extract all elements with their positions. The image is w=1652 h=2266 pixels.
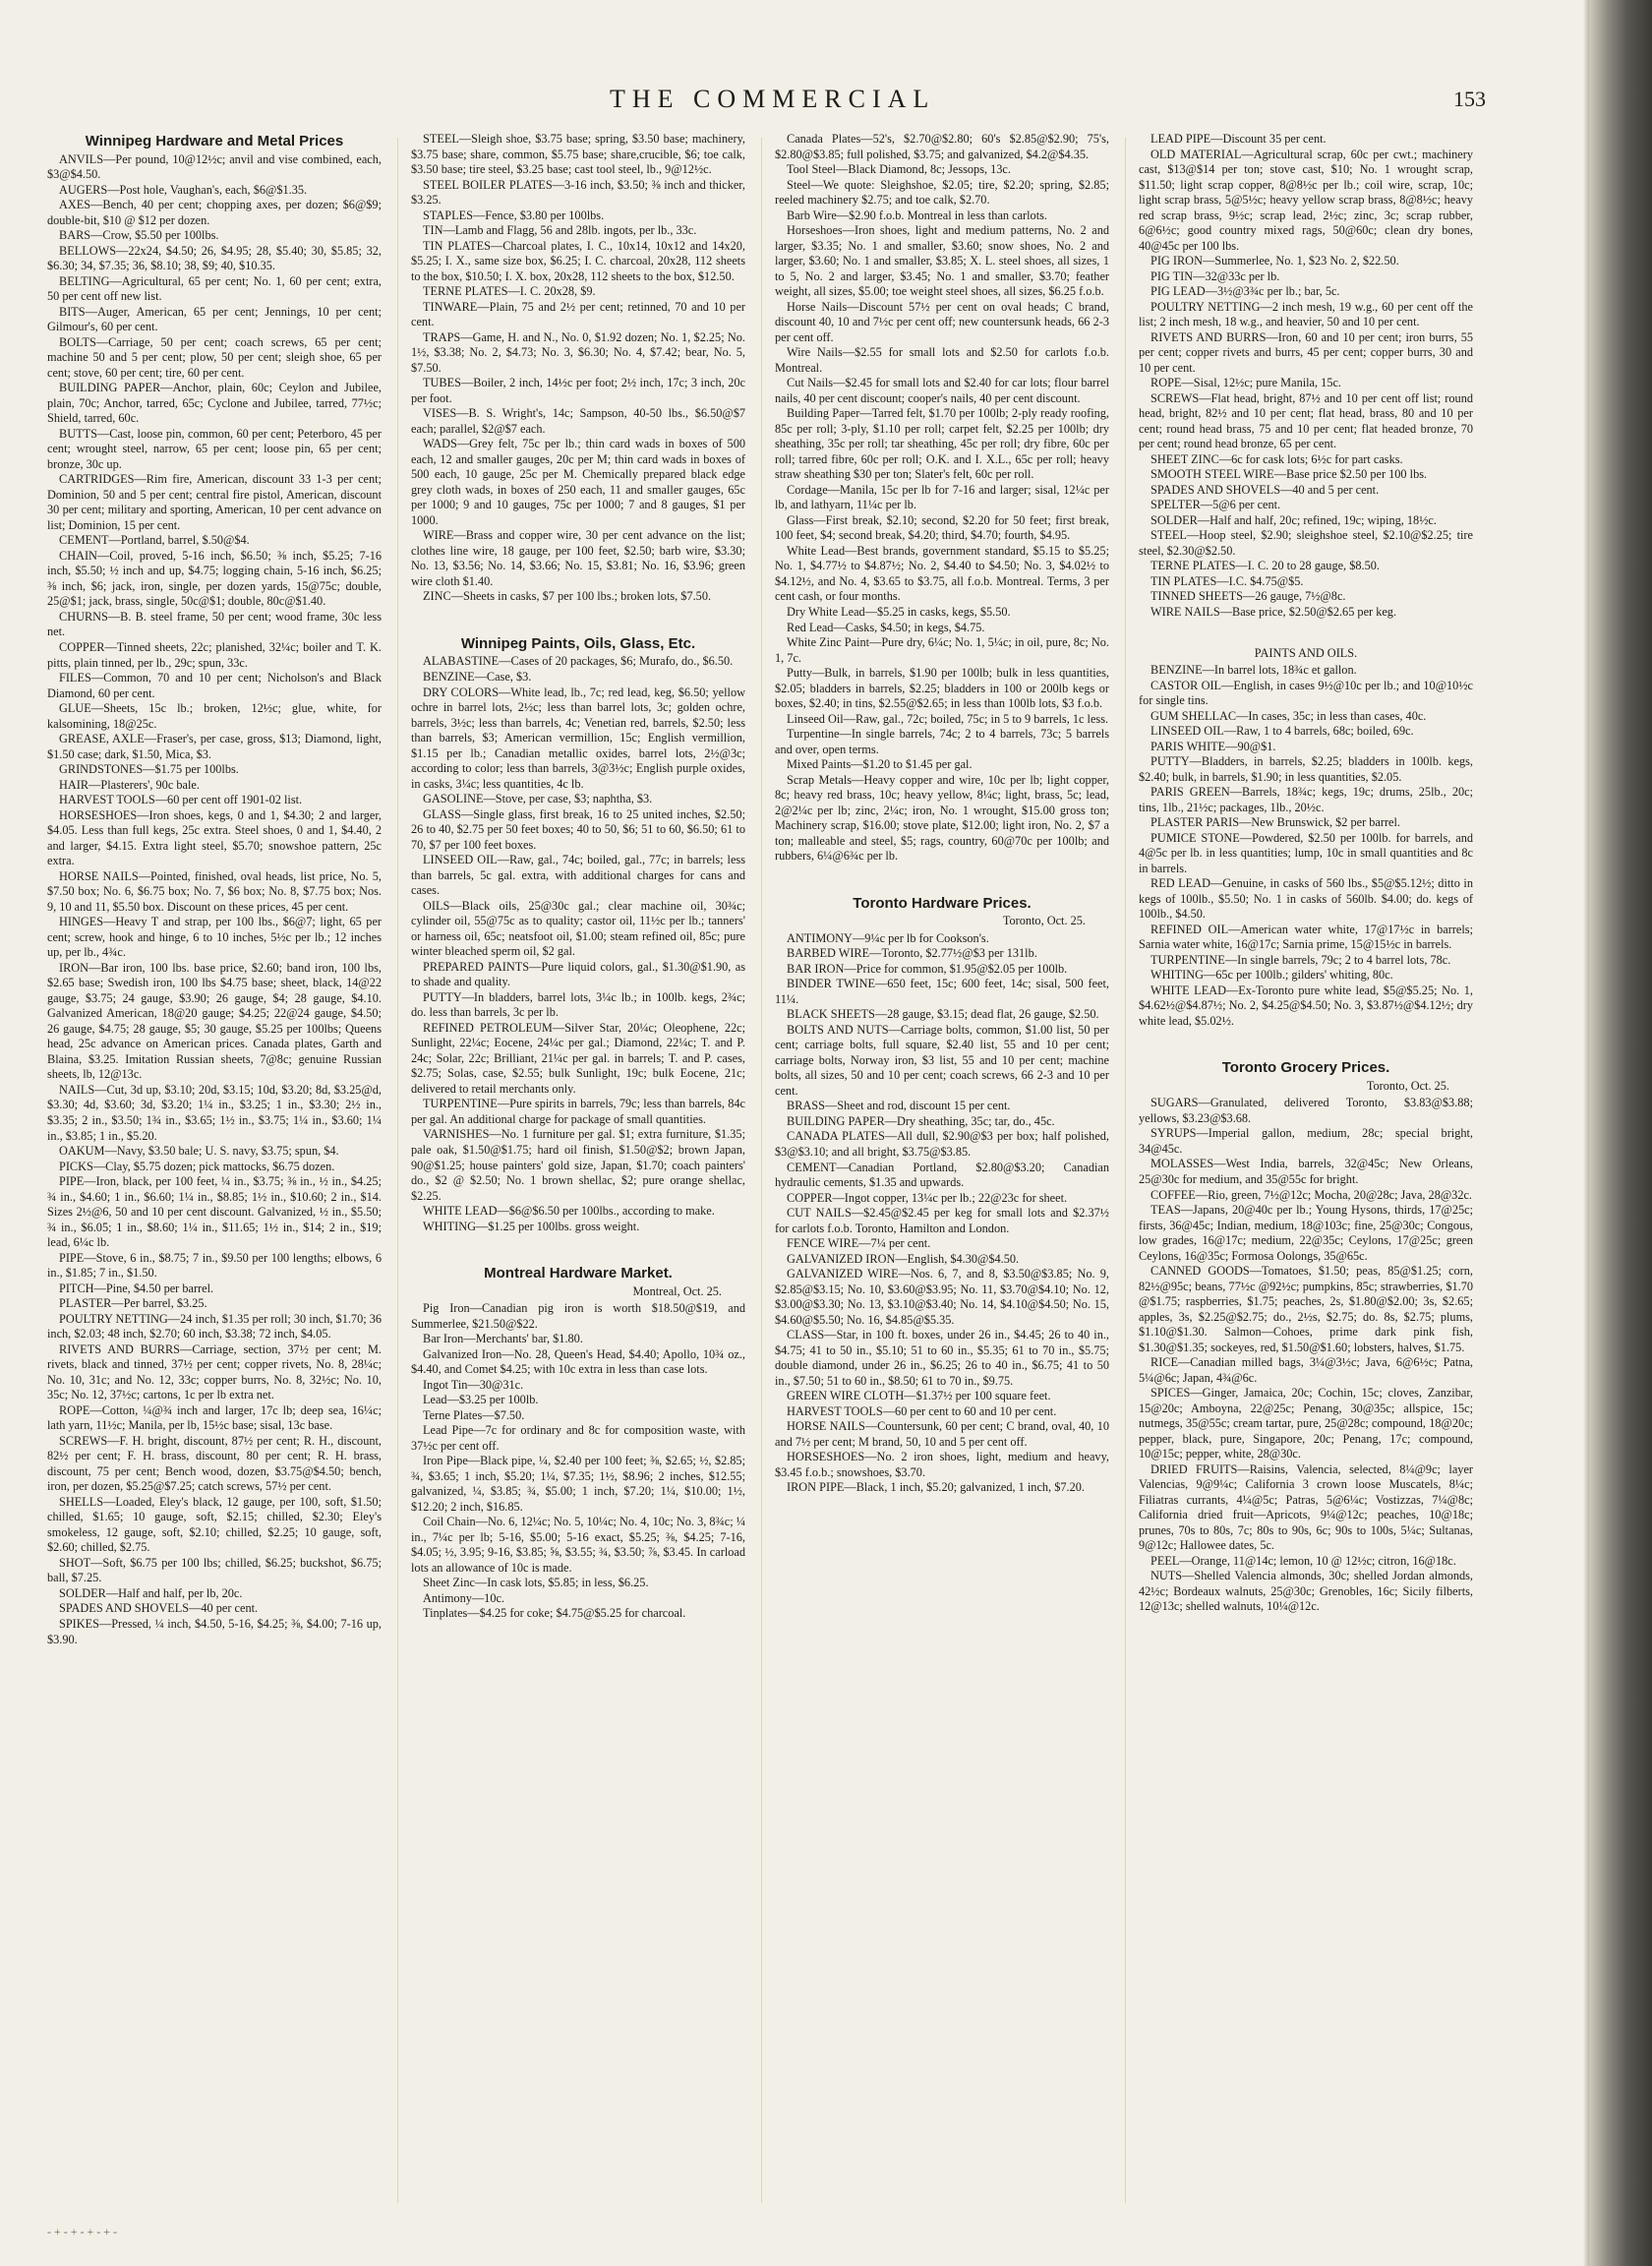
price-entry: WHITE LEAD—$6@$6.50 per 100lbs., according to make. — [423, 1204, 715, 1219]
price-entry: SPICES—Ginger, Jamaica, 20c; Cochin, 15c; cloves, Zanzibar, 15@20c; Amboyna, 22@25c; Penang, 30@35c; allspice, 15c; nutmegs, 35@55c; cream tartar, pure, 25@28c; compound, 18@20c; pepper, black, pure, Singapore, 20c; Penang, 17c; compound, 10@15c; pepper, white, 28@30c. — [1139, 1386, 1473, 1461]
price-entry: PUTTY—In bladders, barrel lots, 3¼c lb.; in 100lb. kegs, 2¾c; do. less than barrels, 3c per lb. — [411, 989, 745, 1020]
price-entry: CANADA PLATES—All dull, $2.90@$3 per box; half polished, $3@$3.10; and all bright, $3.75@$3.85. — [775, 1129, 1109, 1159]
price-entry: PREPARED PAINTS—Pure liquid colors, gal., $1.30@$1.90, as to shade and quality. — [411, 959, 745, 989]
price-entry: SHOT—Soft, $6.75 per 100 lbs; chilled, $6.25; buckshot, $6.75; ball, $7.25. — [47, 1555, 382, 1585]
price-entry: SHELLS—Loaded, Eley's black, 12 gauge, per 100, soft, $1.50; chilled, $1.65; 10 gauge, soft, $2.15; chilled, $2.30; Eley's smokeless, 12 gauge, soft, $2.10; chilled, $2.25; 10 gauge, soft, $2.60; chilled, $2.75. — [47, 1494, 382, 1555]
price-entry: Tool Steel—Black Diamond, 8c; Jessops, 13c. — [787, 162, 1011, 177]
price-entry: POULTRY NETTING—2 inch mesh, 19 w.g., 60 per cent off the list; 2 inch mesh, 18 w.g., and heavier, 50 and 10 per cent. — [1139, 299, 1473, 329]
price-entry: PARIS WHITE—90@$1. — [1150, 739, 1276, 753]
column-rule — [397, 138, 398, 2203]
price-entry: CANNED GOODS—Tomatoes, $1.50; peas, 85@$1.25; corn, 82½@95c; beans, 77½c @92½c; pumpkins, 85c; strawberries, $1.70 @$1.75; raspberries, $1.75; peaches, 2s, $1.80@$2.00; 3s, $2.65; apples, 3s, $2.25@$2.75; do., 2½s, $2.75; do. 8s, $2.75; plums, $1.10@$1.30. Salmon—Cohoes, prime dark pink fish, $1.30@$1.35; sockeyes, red, $1.50@$1.60; lobsters, halves, $1.75. — [1139, 1264, 1473, 1354]
price-entry: BOLTS AND NUTS—Carriage bolts, common, $1.00 list, 50 per cent; carriage bolts, full square, $2.40 list, 55 and 10 per cent; carriage bolts, Norway iron, $3 list, 55 and 10 per cent; machine bolts, all sizes, 50 and 10 per cent; coach screws, 66 2-3 and 10 per cent. — [775, 1022, 1109, 1098]
price-entry: PICKS—Clay, $5.75 dozen; pick mattocks, $6.75 dozen. — [59, 1159, 335, 1173]
price-entry: BENZINE—Case, $3. — [423, 670, 532, 684]
price-entry: TUBES—Boiler, 2 inch, 14½c per foot; 2½ inch, 17c; 3 inch, 20c per foot. — [411, 376, 745, 405]
price-entry: Canada Plates—52's, $2.70@$2.80; 60's $2.85@$2.90; 75's, $2.80@$3.85; full polished, $3.75; and galvanized, $4.2@$4.35. — [775, 132, 1109, 161]
section-subheading: PAINTS AND OILS. — [1254, 645, 1358, 660]
price-entry: PIG LEAD—3½@3¾c per lb.; bar, 5c. — [1150, 284, 1340, 299]
price-entry: GALVANIZED WIRE—Nos. 6, 7, and 8, $3.50@$3.85; No. 9, $2.85@$3.15; No. 10, $3.60@$3.95; No. 11, $3.70@$4.10; No. 12, $3.00@$3.30; No. 13, $3.10@$3.40; No. 14, $4.10@$4.50; No. 15, $4.60@$5.50; No. 16, $4.85@$5.35. — [775, 1267, 1109, 1327]
price-entry: Wire Nails—$2.55 for small lots and $2.50 for carlots f.o.b. Montreal. — [775, 345, 1109, 375]
price-entry: Red Lead—Casks, $4.50; in kegs, $4.75. — [787, 620, 985, 634]
price-entry: MOLASSES—West India, barrels, 32@45c; New Orleans, 25@30c for medium, and 35@55c for bright. — [1139, 1157, 1473, 1186]
section-dateline: Toronto, Oct. 25. — [1366, 1078, 1449, 1093]
price-entry: TURPENTINE—In single barrels, 79c; 2 to 4 barrel lots, 78c. — [1150, 952, 1451, 967]
price-entry: TIN PLATES—Charcoal plates, I. C., 10x14, 10x12 and 14x20, $5.25; I. X., same size box, $6.25; I. C. charcoal, 20x28, 112 sheets to the box, $10.50; I. X. box, 20x28, 112 sheets to the box, $12.50. — [411, 238, 745, 283]
price-entry: BRASS—Sheet and rod, discount 15 per cent. — [787, 1099, 1011, 1113]
price-section — [1139, 646, 1473, 1030]
price-entry: CHAIN—Coil, proved, 5-16 inch, $6.50; ⅜ inch, $5.25; 7-16 inch, $5.50; ½ inch and up, $4.75; logging chain, 5-16 inch, $6.25; ⅜ inch, $6; jack, iron, single, per dozen yards, 15@75c; double, 25@$1; jack, brass, single, 50c@$1; double, 80c@$1.40. — [47, 548, 382, 609]
price-entry: REFINED PETROLEUM—Silver Star, 20¼c; Oleophene, 22c; Sunlight, 22¼c; Eocene, 24¼c per gal.; Diamond, 22¼c; T. and P. 24c; Solar, 22c; Brilliant, 21¼c per gal. in barrels; T. and P. cases, $2.75; Solas, case, $2.55; bulk Sunlight, 19c; bulk Eocene, 21c; delivered to retail merchants only. — [411, 1020, 745, 1096]
price-entry: HINGES—Heavy T and strap, per 100 lbs., $6@7; light, 65 per cent; screw, hook and hinge, 6 to 10 inches, 5½c per lb.; 12 inches up, per lb., 4¾c. — [47, 915, 382, 960]
price-entry: BARS—Crow, $5.50 per 100lbs. — [59, 228, 219, 243]
price-section — [775, 132, 1109, 865]
price-entry: HORSESHOES—No. 2 iron shoes, light, medium and heavy, $3.45 f.o.b.; snowshoes, $3.70. — [775, 1450, 1109, 1479]
price-entry: RICE—Canadian milled bags, 3¼@3½c; Java, 6@6½c; Patna, 5¼@6c; Japan, 4¾@6c. — [1139, 1355, 1473, 1385]
price-entry: TEAS—Japans, 20@40c per lb.; Young Hysons, thirds, 17@25c; firsts, 36@45c; Indian, medium, 18@103c; fine, 25@30c; Congous, low grades, 16@17c; medium, 22@35c; Ceylons, 17@25c; green Ceylons, 16@35c; Formosa Oolongs, 35@65c. — [1139, 1203, 1473, 1263]
price-entry: WADS—Grey felt, 75c per lb.; thin card wads in boxes of 500 each, 12 and smaller gauges, 20c per M; thin card wads in boxes of 500 each, 10 gauge, 25c per M. Chemically prepared black edge grey cloth wads, in boxes of 250 each, 11 and smaller gauges, 65c per 1000; 9 and 10 gauges, 75c per 1000; 7 and 8 gauges, $1 per 1000. — [411, 437, 745, 527]
price-entry: Horse Nails—Discount 57½ per cent on oval heads; C brand, discount 40, 10 and 7½c per cent off; new countersunk heads, 66 2-3 per cent off. — [775, 299, 1109, 344]
price-entry: WIRE—Brass and copper wire, 30 per cent advance on the list; clothes line wire, 18 gauge, per 100 feet, $2.50; barb wire, $3.30; No. 13, $3.56; No. 14, $3.66; No. 15, $3.81; No. 16, $3.96; green wire cloth $1.40. — [411, 528, 745, 588]
price-entry: DRIED FRUITS—Raisins, Valencia, selected, 8¼@9c; layer Valencias, 9@9¼c; California 3 crown loose Muscatels, 8¼c; Filiatras currants, 4¼@5c; Patras, 5@6¼c; Vostizzas, 7¼@8c; California dried fruit—Apricots, 9¼@12c; peaches, 10@18c; prunes, 70s to 80s, 7c; 80s to 90s, 6c; 90s to 100s, 5¼c; Sultanas, 9@12c; Hallowee dates, 5c. — [1139, 1461, 1473, 1553]
price-entry: VARNISHES—No. 1 furniture per gal. $1; extra furniture, $1.35; pale oak, $1.50@$1.75; hard oil finish, $1.50@$2; brown Japan, 90@$1.25; house painters' gold size, Japan, $1.70; coach painters' do., $2 @ $2.50; No. 1 brown shellac, $2; pure orange shellac, $2.25. — [411, 1127, 745, 1203]
price-section — [411, 1264, 745, 1622]
price-entry: BUILDING PAPER—Dry sheathing, 35c; tar, do., 45c. — [787, 1113, 1055, 1128]
price-entry: PIPE—Iron, black, per 100 feet, ¼ in., $3.75; ⅜ in., ½ in., $4.25; ¾ in., $4.60; 1 in., $6.60; 1¼ in., $8.85; 1½ in., $10.60; 2 in., $14. Sizes 2½@6, 50 and 10 per cent discount. Galvanized, ½ in., $5.50; ¾ in., $6.05; 1 in., $8.60; 1¼ in., $11.65; 1½ in., $14; 2 in., $19; lead, 6¼c lb. — [47, 1174, 382, 1250]
price-entry: Antimony—10c. — [423, 1590, 504, 1605]
price-entry: IRON—Bar iron, 100 lbs. base price, $2.60; band iron, 100 lbs, $2.65 base; Swedish iron, 100 lbs $4.75 base; sheet, black, 14@22 gauge, $3.75; 24 gauge, $3.90; 26 gauge, $4; 28 gauge, $4.10. Galvanized American, 18@20 gauge; $4.25; 22@24 gauge, $4.50; 26 gauge, $4.75; 28 gauge, $5; 30 gauge, $5.25 per 100lbs; Queens head, 25c advance on American prices. Canada plates, Garth and Blaina, $3.25. Imitation Russian sheets, 7@8c; genuine Russian sheets, lb, 12@13c. — [47, 960, 382, 1082]
price-entry: ROPE—Sisal, 12½c; pure Manila, 15c. — [1150, 376, 1341, 390]
price-entry: Horseshoes—Iron shoes, light and medium patterns, No. 2 and larger, $3.35; No. 1 and smaller, $3.60; snow shoes, No. 2 and larger, $3.60; No. 1 and smaller, $3.85; X. L. steel shoes, all sizes, 1 to 5, No. 2 and larger, $3.45; No. 1 and smaller, $3.70; feather weight, all sizes, $5.00; toe weight steel shoes, all sizes, $6.25 f.o.b. — [775, 223, 1109, 299]
price-section — [411, 132, 745, 605]
price-entry: PARIS GREEN—Barrels, 18¾c; kegs, 19c; drums, 25lb., 20c; tins, 1lb., 21½c; packages, 1lb., 20½c. — [1139, 785, 1473, 814]
price-entry: Dry White Lead—$5.25 in casks, kegs, $5.50. — [787, 604, 1011, 619]
section-dateline: Montreal, Oct. 25. — [632, 1283, 722, 1298]
price-entry: SCREWS—Flat head, bright, 87½ and 10 per cent off list; round head, bright, 82½ and 10 per cent; flat head, brass, 80 and 10 per cent; round head brass, 75 and 10 per cent; flat headed bronze, 70 per cent; round head bronze, 65 per cent. — [1139, 390, 1473, 451]
price-entry: Tinplates—$4.25 for coke; $4.75@$5.25 for charcoal. — [423, 1606, 686, 1621]
price-entry: Mixed Paints—$1.20 to $1.45 per gal. — [787, 757, 973, 772]
section-heading: Montreal Hardware Market. — [484, 1265, 673, 1282]
price-entry: BAR IRON—Price for common, $1.95@$2.05 per 100lb. — [787, 961, 1068, 976]
column-rule — [1125, 138, 1126, 2203]
price-entry: RED LEAD—Genuine, in casks of 560 lbs., $5@$5.12½; ditto in kegs of 100lb., $5.50; No. 1 in casks of 560lb. $4.00; do. kegs of 100lb., $4.50. — [1139, 876, 1473, 922]
section-gap — [411, 1234, 745, 1258]
price-entry: TIN PLATES—I.C. $4.75@$5. — [1150, 573, 1304, 588]
price-entry: FENCE WIRE—7¼ per cent. — [787, 1236, 931, 1251]
price-section — [1139, 1058, 1473, 1615]
price-entry: FILES—Common, 70 and 10 per cent; Nicholson's and Black Diamond, 60 per cent. — [47, 671, 382, 700]
price-entry: Sheet Zinc—In cask lots, $5.85; in less, $6.25. — [423, 1576, 649, 1590]
price-entry: BUTTS—Cast, loose pin, common, 60 per cent; Peterboro, 45 per cent; wrought steel, narrow, 65 per cent; loose pin, 65 per cent; bronze, 30c up. — [47, 426, 382, 471]
footer-ornament: -+-+-+-+- — [47, 2225, 121, 2238]
price-entry: SPIKES—Pressed, ¼ inch, $4.50, 5-16, $4.25; ⅜, $4.00; 7-16 up, $3.90. — [47, 1617, 382, 1646]
price-entry: PITCH—Pine, $4.50 per barrel. — [59, 1281, 214, 1295]
section-heading: Winnipeg Paints, Oils, Glass, Etc. — [460, 634, 696, 652]
price-entry: HORSESHOES—Iron shoes, kegs, 0 and 1, $4.30; 2 and larger, $4.05. Less than full kegs, 25c extra. Steel shoes, 0 and 1, $4.40, 2 and larger, $4.15. Extra light steel, $5.70; snowshoe pattern, 25c extra. — [47, 807, 382, 868]
price-entry: BUILDING PAPER—Anchor, plain, 60c; Ceylon and Jubilee, plain, 70c; Anchor, tarred, 65c; Cyclone and Jubilee, tarred, 77½c; Shield, tarred, 60c. — [47, 381, 382, 426]
price-entry: HORSE NAILS—Countersunk, 60 per cent; C brand, oval, 40, 10 and 7½ per cent; M brand, 50, 10 and 5 per cent off. — [775, 1419, 1109, 1449]
price-entry: RIVETS AND BURRS—Iron, 60 and 10 per cent; iron burrs, 55 per cent; copper rivets and burrs, 45 per cent; copper burrs, 30 and 10 per cent. — [1139, 329, 1473, 375]
price-entry: ANVILS—Per pound, 10@12½c; anvil and vise combined, each, $3@$4.50. — [47, 151, 382, 182]
price-entry: White Lead—Best brands, government standard, $5.15 to $5.25; No. 1, $4.77½ to $4.87½; No. 2, $4.40 to $4.50; No. 3, $4.02½ to $4.12½, and No. 4, $3.65 to $3.75, all f.o.b. Montreal. Terms, 3 per cent cash, or four months. — [775, 543, 1109, 604]
price-entry: BOLTS—Carriage, 50 per cent; coach screws, 65 per cent; machine 50 and 5 per cent; plow, 50 per cent; sleigh shoe, 65 per cent; stove, 60 per cent; tire, 60 per cent. — [47, 334, 382, 380]
price-entry: DRY COLORS—White lead, lb., 7c; red lead, keg, $6.50; yellow ochre in barrel lots, 2½c; less than barrel lots, 3c; golden ochre, barrels, 3½c; less than barrels, 4c; Venetian red, barrels, $2.50; less than barrels, $3; American vermillion, 15c; English vermillion, $1.15 per lb.; Canadian metallic oxides, barrel lots, 2½@3c; according to color; less than barrels, 3@3½c; English purple oxides, in casks, 3¼c; less quantities, 4c lb. — [411, 685, 745, 791]
price-entry: OLD MATERIAL—Agricultural scrap, 60c per cwt.; machinery cast, $13@$14 per ton; stove cast, $10; No. 1 wrought scrap, $11.50; light scrap copper, 8@8½c per lb.; coil wire, scrap, 10c; light scrap brass, 5@5½c; heavy yellow scrap brass, 8@8½c; heavy red scrap brass, 9½c; scrap lead, 2½c; zinc, 3c; scrap rubber, 6@6½c; good country mixed rags, 50@60c; clean dry bones, 40@45c per 100 lbs. — [1139, 147, 1473, 253]
price-section — [47, 132, 382, 1647]
price-entry: GUM SHELLAC—In cases, 35c; in less than cases, 40c. — [1150, 708, 1427, 723]
price-entry: STEEL—Sleigh shoe, $3.75 base; spring, $3.50 base; machinery, $3.75 base; share, common, $5.75 base; share,crucible, $6; toe calk, $3.50 base; tire steel, $3.25 base; cast tool steel, lb., 9@12½c. — [411, 132, 745, 177]
price-entry: REFINED OIL—American water white, 17@17½c in barrels; Sarnia water white, 16@17c; Sarnia prime, 15@15½c in barrels. — [1139, 922, 1473, 952]
price-entry: OILS—Black oils, 25@30c gal.; clear machine oil, 30¾c; cylinder oil, 55@75c as to quality; castor oil, 11½c per lb.; tanners' or harness oil, 65c; neatsfoot oil, $1.00; steam refined oil, 85c; pure winter bleached sperm oil, $2 gal. — [411, 898, 745, 959]
price-entry: GLUE—Sheets, 15c lb.; broken, 12½c; glue, white, for kalsomining, 18@25c. — [47, 701, 382, 731]
price-entry: POULTRY NETTING—24 inch, $1.35 per roll; 30 inch, $1.70; 36 inch, $2.03; 48 inch, $2.70; 60 inch, $3.38; 72 inch, $4.05. — [47, 1311, 382, 1342]
price-entry: GLASS—Single glass, first break, 16 to 25 united inches, $2.50; 26 to 40, $2.75 per 50 feet boxes; 40 to 50, $6; 51 to 60, $6.50; 61 to 70, $7 per 100 feet boxes. — [411, 806, 745, 852]
price-entry: COPPER—Tinned sheets, 22c; planished, 32¼c; boiler and T. K. pitts, plain tinned, per lb., 29c; spun, 33c. — [47, 640, 382, 670]
section-heading: Toronto Hardware Prices. — [853, 894, 1032, 912]
price-entry: SOLDER—Half and half, 20c; refined, 19c; wiping, 18½c. — [1150, 512, 1437, 527]
price-entry: GREEN WIRE CLOTH—$1.37½ per 100 square feet. — [787, 1389, 1051, 1403]
column-2 — [411, 132, 745, 2207]
price-entry: SUGARS—Granulated, delivered Toronto, $3.83@$3.88; yellows, $3.23@$3.68. — [1139, 1096, 1473, 1125]
price-entry: ALABASTINE—Cases of 20 packages, $6; Murafo, do., $6.50. — [423, 654, 734, 669]
price-entry: Lead Pipe—7c for ordinary and 8c for composition waste, with 37½c per cent off. — [411, 1423, 745, 1453]
price-entry: TINWARE—Plain, 75 and 2½ per cent; retinned, 70 and 10 per cent. — [411, 299, 745, 329]
price-entry: BENZINE—In barrel lots, 18¾c et gallon. — [1150, 663, 1357, 678]
price-entry: CLASS—Star, in 100 ft. boxes, under 26 in., $4.45; 26 to 40 in., $4.75; 41 to 50 in., $5.10; 51 to 60 in., $5.35; 61 to 70 in., $5.75; double diamond, under 26 in., $6.25; 26 to 40 in., $6.75; 41 to 50 in., $7.50; 51 to 60 in., $8.50; 61 to 70 in., $9.75. — [775, 1328, 1109, 1388]
price-entry: SYRUPS—Imperial gallon, medium, 28c; special bright, 34@45c. — [1139, 1126, 1473, 1156]
price-entry: CHURNS—B. B. steel frame, 50 per cent; wood frame, 30c less net. — [47, 609, 382, 639]
price-entry: CASTOR OIL—English, in cases 9½@10c per lb.; and 10@10½c for single tins. — [1139, 678, 1473, 708]
price-entry: STEEL BOILER PLATES—3-16 inch, $3.50; ⅜ inch and thicker, $3.25. — [411, 177, 745, 208]
price-entry: SPADES AND SHOVELS—40 per cent. — [59, 1601, 259, 1616]
price-entry: Ingot Tin—30@31c. — [423, 1377, 524, 1392]
price-entry: WIRE NAILS—Base price, $2.50@$2.65 per keg. — [1150, 604, 1397, 619]
running-head — [0, 85, 1573, 116]
price-entry: COFFEE—Rio, green, 7½@12c; Mocha, 20@28c; Java, 28@32c. — [1150, 1187, 1473, 1202]
price-entry: Steel—We quote: Sleighshoe, $2.05; tire, $2.20; spring, $2.85; reeled machinery $2.75; and toe calk, $2.70. — [775, 177, 1109, 208]
column-rule — [761, 138, 762, 2203]
price-entry: OAKUM—Navy, $3.50 bale; U. S. navy, $3.75; spun, $4. — [59, 1144, 339, 1159]
price-entry: BARBED WIRE—Toronto, $2.77½@$3 per 131lb. — [787, 946, 1037, 961]
page-number: 153 — [1453, 87, 1486, 111]
price-entry: GRINDSTONES—$1.75 per 100lbs. — [59, 762, 239, 777]
price-entry: RIVETS AND BURRS—Carriage, section, 37½ per cent; M. rivets, black and tinned, 37½ per cent; copper rivets, No. 8, 28¼c; No. 10, 31c; and No. 12, 33c; copper burrs, No. 8, 32½c; No. 10, 35c; No. 12, 37½c; cartons, 1c per lb extra net. — [47, 1342, 382, 1402]
price-entry: Building Paper—Tarred felt, $1.70 per 100lb; 2-ply ready roofing, 85c per roll; 3-ply, $1.10 per roll; carpet felt, $2.25 per 100lb; dry sheathing, 35c per roll; tar sheathing, 45c per roll; dry fibre, 60c per roll; tarred fibre, 60c per roll; O.K. and I. X.L., 65c per roll; heavy straw sheathing $30 per ton; Slater's felt, 60c per roll. — [775, 406, 1109, 482]
price-entry: VISES—B. S. Wright's, 14c; Sampson, 40-50 lbs., $6.50@$7 each; parallel, $2@$7 each. — [411, 406, 745, 436]
book-edge — [1589, 0, 1652, 2266]
price-entry: White Zinc Paint—Pure dry, 6¼c; No. 1, 5¼c; in oil, pure, 8c; No. 1, 7c. — [775, 635, 1109, 665]
price-entry: Terne Plates—$7.50. — [423, 1407, 525, 1422]
price-entry: SPELTER—5@6 per cent. — [1150, 498, 1281, 512]
price-entry: BELTING—Agricultural, 65 per cent; No. 1, 60 per cent; extra, 50 per cent off new list. — [47, 273, 382, 304]
price-entry: STAPLES—Fence, $3.80 per 100lbs. — [423, 208, 605, 222]
column-1 — [47, 132, 382, 2207]
section-dateline: Toronto, Oct. 25. — [1002, 914, 1086, 928]
price-entry: Linseed Oil—Raw, gal., 72c; boiled, 75c; in 5 to 9 barrels, 1c less. — [787, 711, 1109, 726]
price-entry: HAIR—Plasterers', 90c bale. — [59, 777, 200, 792]
price-entry: TRAPS—Game, H. and N., No. 0, $1.92 dozen; No. 1, $2.25; No. 1½, $3.38; No. 2, $4.73; No. 3, $6.30; No. 4, $7.42; bear, No. 5, $7.50. — [411, 329, 745, 375]
price-entry: CUT NAILS—$2.45@$2.45 per keg for small lots and $2.37½ for carlots f.o.b. Toronto, Hamilton and London. — [775, 1206, 1109, 1235]
price-entry: LEAD PIPE—Discount 35 per cent. — [1150, 132, 1327, 146]
price-entry: WHITING—$1.25 per 100lbs. gross weight. — [423, 1219, 640, 1233]
price-entry: BINDER TWINE—650 feet, 15c; 600 feet, 14c; sisal, 500 feet, 11¼. — [775, 977, 1109, 1006]
price-entry: AUGERS—Post hole, Vaughan's, each, $6@$1.35. — [59, 182, 308, 197]
price-entry: Galvanized Iron—No. 28, Queen's Head, $4.40; Apollo, 10¾ oz., $4.40, and Comet $4.25; with 10c extra in less than case lots. — [411, 1346, 745, 1377]
price-entry: PLASTER PARIS—New Brunswick, $2 per barrel. — [1150, 815, 1401, 830]
price-entry: Iron Pipe—Black pipe, ¼, $2.40 per 100 feet; ⅜, $2.65; ½, $2.85; ¾, $3.65; 1 inch, $5.20; 1¼, $7.35; 1½, $8.96; 2 inches, $12.55; galvanized, ¼, $3.85; ¾, $5.00; 1 inch, $7.20; 1¼, $10.00; 1½, $12.20; 2 inch, $16.85. — [411, 1454, 745, 1514]
price-entry: STEEL—Hoop steel, $2.90; sleighshoe steel, $2.10@$2.25; tire steel, $2.30@$2.50. — [1139, 528, 1473, 558]
price-entry: SCREWS—F. H. bright, discount, 87½ per cent; R. H., discount, 82½ per cent; F. H. brass, discount, 80 per cent; R. H. brass, discount, 75 per cent; Bench wood, dozen, $3.75@$4.50; bench, iron, per dozen, $5.25@$7.25; catch screws, 57½ per cent. — [47, 1433, 382, 1494]
price-entry: CARTRIDGES—Rim fire, American, discount 33 1-3 per cent; Dominion, 50 and 5 per cent; central fire pistol, American, discount 30 per cent; military and sporting, American, 10 per cent advance on list; Dominion, 15 per cent. — [47, 472, 382, 532]
price-section — [1139, 132, 1473, 621]
price-entry: AXES—Bench, 40 per cent; chopping axes, per dozen; $6@$9; double-bit, $10 @ $12 per dozen. — [47, 198, 382, 227]
price-entry: Glass—First break, $2.10; second, $2.20 for 50 feet; first break, 100 feet, $4; second break, $4.20; third, $4.70; fourth, $4.95. — [775, 512, 1109, 543]
price-entry: PIG TIN—32@33c per lb. — [1150, 268, 1280, 283]
price-entry: BLACK SHEETS—28 gauge, $3.15; dead flat, 26 gauge, $2.50. — [787, 1007, 1099, 1022]
price-entry: Putty—Bulk, in barrels, $1.90 per 100lb; bulk in less quantities, $2.05; bladders in barrels, $2.25; bladders in 100 or 200lb kegs or boxes, $2.40; in tins, $2.55@$2.65; in less than 100lb lots, $3 f.o.b. — [775, 666, 1109, 711]
price-entry: LINSEED OIL—Raw, 1 to 4 barrels, 68c; boiled, 69c. — [1150, 724, 1414, 739]
price-section — [411, 634, 745, 1234]
price-entry: ANTIMONY—9¼c per lb for Cookson's. — [787, 930, 989, 945]
price-entry: TIN—Lamb and Flagg, 56 and 28lb. ingots, per lb., 33c. — [423, 223, 697, 238]
price-entry: Lead—$3.25 per 100lb. — [423, 1393, 539, 1407]
price-entry: ZINC—Sheets in casks, $7 per 100 lbs.; broken lots, $7.50. — [423, 589, 712, 604]
section-heading: Winnipeg Hardware and Metal Prices — [85, 133, 344, 149]
price-section — [775, 894, 1109, 1496]
price-entry: PLASTER—Per barrel, $3.25. — [59, 1296, 207, 1311]
price-entry: CEMENT—Canadian Portland, $2.80@$3.20; Canadian hydraulic cements, $1.35 and upwards. — [775, 1160, 1109, 1190]
price-entry: SHEET ZINC—6c for cask lots; 6½c for part casks. — [1150, 451, 1403, 466]
price-entry: SPADES AND SHOVELS—40 and 5 per cent. — [1150, 482, 1380, 497]
section-gap — [775, 865, 1109, 888]
price-entry: GREASE, AXLE—Fraser's, per case, gross, $13; Diamond, light, $1.50 case; dark, $1.50, Mica, $3. — [47, 732, 382, 761]
price-entry: BELLOWS—22x24, $4.50; 26, $4.95; 28, $5.40; 30, $5.85; 32, $6.30; 34, $7.35; 36, $8.10; 38, $9; 40, $10.35. — [47, 243, 382, 273]
price-entry: Barb Wire—$2.90 f.o.b. Montreal in less than carlots. — [787, 208, 1047, 222]
column-3 — [775, 132, 1109, 2207]
section-heading: Toronto Grocery Prices. — [1221, 1059, 1390, 1077]
price-entry: PIPE—Stove, 6 in., $8.75; 7 in., $9.50 per 100 lengths; elbows, 6 in., $1.85; 7 in., $1.50. — [47, 1250, 382, 1281]
price-entry: WHITING—65c per 100lb.; gilders' whiting, 80c. — [1150, 968, 1393, 983]
price-entry: BITS—Auger, American, 65 per cent; Jennings, 10 per cent; Gilmour's, 60 per cent. — [47, 304, 382, 334]
price-entry: LINSEED OIL—Raw, gal., 74c; boiled, gal., 77c; in barrels; less than barrels, 5c gal. extra, with additional charges for cans and cases. — [411, 853, 745, 898]
publication-title: THE COMMERCIAL — [610, 85, 936, 113]
price-entry: PUMICE STONE—Powdered, $2.50 per 100lb. for barrels, and 4@5c per lb. in less quantities; lump, 10c in small quantities and 8c in barrels. — [1139, 830, 1473, 875]
price-entry: TERNE PLATES—I. C. 20x28, $9. — [423, 284, 596, 299]
price-entry: PEEL—Orange, 11@14c; lemon, 10 @ 12½c; citron, 16@18c. — [1150, 1553, 1456, 1568]
price-entry: TERNE PLATES—I. C. 20 to 28 gauge, $8.50. — [1150, 559, 1380, 573]
price-entry: NAILS—Cut, 3d up, $3.10; 20d, $3.15; 10d, $3.20; 8d, $3.25@d, $3.30; 4d, $3.60; 3d, $3.20; 1¼ in., $3.25; 1 in., $3.30; 2½ in., $3.35; 2 in., $3.50; 1¾ in., $3.65; 1½ in., $3.75; 1¼ in., $3.60; 1¼ in., $3.85; 1 in., $5.20. — [47, 1082, 382, 1143]
price-entry: WHITE LEAD—Ex-Toronto pure white lead, $5@$5.25; No. 1, $4.62½@$4.87½; No. 2, $4.25@$4.50; No. 3, $3.87½@$4.12½; dry white lead, $5.02½. — [1139, 983, 1473, 1028]
price-entry: HARVEST TOOLS—60 per cent off 1901-02 list. — [59, 793, 303, 807]
price-entry: IRON PIPE—Black, 1 inch, $5.20; galvanized, 1 inch, $7.20. — [787, 1480, 1085, 1495]
price-entry: CEMENT—Portland, barrel, $.50@$4. — [59, 533, 250, 548]
price-entry: Bar Iron—Merchants' bar, $1.80. — [423, 1332, 583, 1346]
price-entry: Pig Iron—Canadian pig iron is worth $18.50@$19, and Summerlee, $21.50@$22. — [411, 1301, 745, 1331]
price-entry: PUTTY—Bladders, in barrels, $2.25; bladders in 100lb. kegs, $2.40; bulk, in barrels, $1.90; in less quantities, $2.05. — [1139, 754, 1473, 784]
price-entry: ROPE—Cotton, ¼@¾ inch and larger, 17c lb; deep sea, 16¼c; lath yarn, 11½c; Manila, per lb, 15½c base; sisal, 13c base. — [47, 1402, 382, 1433]
price-entry: PIG IRON—Summerlee, No. 1, $23 No. 2, $22.50. — [1150, 254, 1399, 268]
price-entry: TURPENTINE—Pure spirits in barrels, 79c; less than barrels, 84c per gal. An additional charge for package of small quantities. — [411, 1097, 745, 1126]
price-entry: GALVANIZED IRON—English, $4.30@$4.50. — [787, 1251, 1020, 1266]
price-entry: NUTS—Shelled Valencia almonds, 30c; shelled Jordan almonds, 42½c; Bordeaux walnuts, 25@30c; Grenobles, 16c; Sicily filberts, 12@13c; shelled walnuts, 10¼@12c. — [1139, 1569, 1473, 1614]
price-entry: HORSE NAILS—Pointed, finished, oval heads, list price, No. 5, $7.50 box; No. 6, $6.75 box; No. 7, $6 box; No. 8, $7.75 box; Nos. 9, 10 and 11, $5.50 box. Discount on these prices, 45 per cent. — [47, 868, 382, 914]
section-gap — [411, 605, 745, 628]
column-4 — [1139, 132, 1473, 2207]
section-gap — [1139, 1029, 1473, 1052]
price-entry: Coil Chain—No. 6, 12¼c; No. 5, 10¼c; No. 4, 10c; No. 3, 8¾c; ¼ in., 7¼c per lb; 5-16, $5.00; 5-16 exact, $5.25; ⅜, $4.25; 7-16, $4.05; ½, 3.95; 9-16, $3.85; ⅝, $3.55; ¾, $3.50; ⅞, $3.45. In carload lots an allowance of 10c is made. — [411, 1515, 745, 1575]
price-entry: SOLDER—Half and half, per lb, 20c. — [59, 1585, 243, 1600]
price-entry: Cordage—Manila, 15c per lb for 7-16 and larger; sisal, 12¼c per lb, and lathyarn, 11¼c per lb. — [775, 482, 1109, 512]
price-entry: TINNED SHEETS—26 gauge, 7½@8c. — [1150, 589, 1346, 604]
price-entry: SMOOTH STEEL WIRE—Base price $2.50 per 100 lbs. — [1150, 467, 1428, 482]
price-entry: Scrap Metals—Heavy copper and wire, 10c per lb; light copper, 8c; heavy red brass, 10c; heavy yellow, 8¼c; light, brass, 5c; lead, 2@2¼c per lb; zinc, 2¼c; iron, No. 1 wrought, $15.00 gross ton; Machinery scrap, $16.00; stove plate, $12.00; light iron, No. 2, $7 a ton; malleable and steel, $5; rags, country, 60@70c per 100lb; and rubbers, 6¼@6¾c per lb. — [775, 772, 1109, 864]
price-entry: Turpentine—In single barrels, 74c; 2 to 4 barrels, 73c; 5 barrels and over, open terms. — [775, 727, 1109, 756]
price-entry: COPPER—Ingot copper, 13¼c per lb.; 22@23c for sheet. — [787, 1190, 1068, 1205]
price-entry: HARVEST TOOLS—60 per cent to 60 and 10 per cent. — [787, 1403, 1057, 1418]
price-entry: Cut Nails—$2.45 for small lots and $2.40 for car lots; flour barrel nails, 40 per cent discount; cooper's nails, 40 per cent discount. — [775, 376, 1109, 405]
price-entry: GASOLINE—Stove, per case, $3; naphtha, $3. — [423, 792, 653, 806]
section-gap — [1139, 621, 1473, 644]
